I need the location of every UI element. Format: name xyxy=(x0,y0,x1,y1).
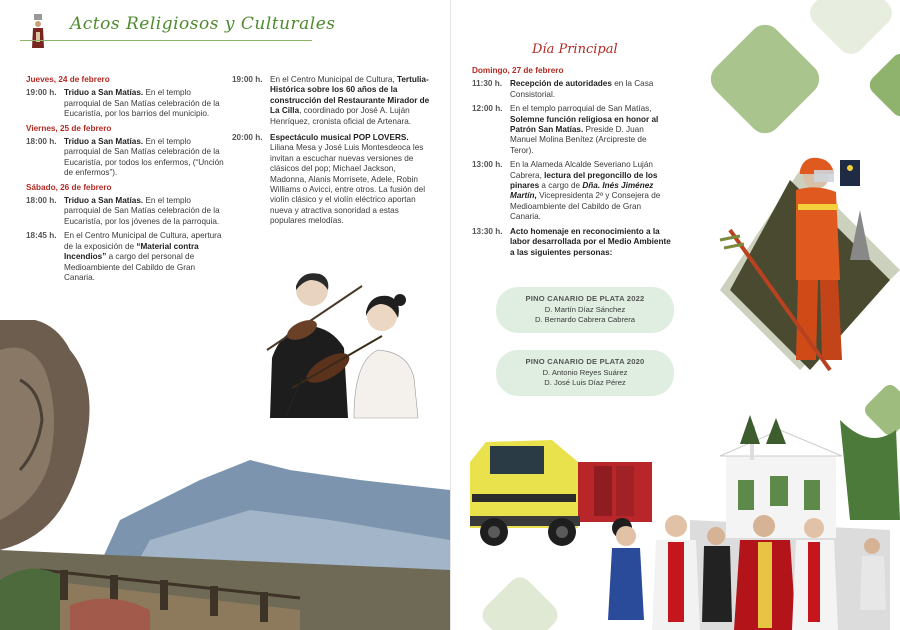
decorative-diamonds-top xyxy=(700,0,900,140)
schedule-column-1 xyxy=(26,75,226,287)
event-desc xyxy=(510,160,672,222)
title-rule xyxy=(20,40,312,41)
event-entry xyxy=(26,137,226,179)
forest-worker-illustration xyxy=(700,140,900,400)
event-text: Liliana Mesa y José Luis Montesdeoca les invitan a escuchar nuevas versiones de clásicos del pop; Michael Jackson, Madonna, Alanis Morrisete, Adele, Robin Williams o Avicci, entre otros. La fusión del violín clásico y el violín eléctrico aportan nueva y atractiva sonoridad a estas populares melodías. xyxy=(270,143,426,226)
event-time: 12:00 h. xyxy=(472,104,503,114)
event-text: Preside D. Juan Manuel Molina Benítez (Arcipreste de Teror). xyxy=(510,125,647,155)
event-desc xyxy=(64,196,226,227)
event-highlight: Espectáculo musical POP LOVERS. xyxy=(270,133,409,143)
day-heading: Viernes, 25 de febrero xyxy=(26,123,112,133)
event-text: Vicepresidenta 2ª y Consejera de Medioambiente del Cabildo de Gran Canaria. xyxy=(510,191,661,222)
event-desc xyxy=(64,137,226,179)
event-text: En la Alameda Alcalde Severiano Luján Cabrera, xyxy=(510,160,653,180)
event-text: En el templo parroquial de San Matías celebración de la Eucaristía, por los jóvenes de la parroquia. xyxy=(64,196,220,226)
event-time: 18:45 h. xyxy=(26,231,57,241)
event-entry xyxy=(472,104,672,156)
event-highlight: Triduo a San Matías. xyxy=(64,137,144,147)
award-name: D. Bernardo Cabrera Cabrera xyxy=(534,315,636,324)
event-desc xyxy=(510,104,672,156)
event-desc xyxy=(64,88,226,119)
event-text: En el Centro Municipal de Cultura, xyxy=(270,75,397,84)
event-text: En el Centro Municipal de Cultura, apertura de la exposición de xyxy=(64,231,222,251)
event-highlight: lectura del pregoncillo de los pinares xyxy=(510,170,658,191)
event-entry xyxy=(472,79,672,100)
event-entry xyxy=(26,231,226,283)
event-entry xyxy=(232,133,432,227)
event-highlight: “Material contra Incendios” xyxy=(64,241,199,262)
event-entry xyxy=(232,75,432,127)
event-time: 11:30 h. xyxy=(472,79,503,89)
event-desc xyxy=(510,79,672,100)
page-title-left: Actos Religiosos y Culturales xyxy=(70,14,336,34)
award-title: PINO CANARIO DE PLATA 2020 xyxy=(525,357,645,366)
event-time: 19:00 h. xyxy=(26,88,57,98)
event-highlight: Triduo a San Matías. xyxy=(64,196,144,206)
event-time: 13:30 h. xyxy=(472,226,503,236)
event-highlight: Recepción de autoridades xyxy=(510,79,612,89)
award-name: D. Martín Díaz Sánchez xyxy=(544,304,626,314)
event-text: En el templo parroquial de San Matías, xyxy=(510,104,652,114)
event-desc xyxy=(510,227,672,258)
event-time: 18:00 h. xyxy=(26,196,57,206)
award-name: D. José Luis Díaz Pérez xyxy=(544,378,626,387)
event-entry xyxy=(26,88,226,119)
day-heading: Jueves, 24 de febrero xyxy=(26,75,110,84)
event-highlight: Solemne función religiosa en honor al Patrón San Matías. xyxy=(510,114,659,135)
award-box xyxy=(496,350,674,396)
event-text: a cargo de xyxy=(539,181,583,191)
event-time: 20:00 h. xyxy=(232,133,263,143)
event-time: 18:00 h. xyxy=(26,137,57,147)
event-highlight: Dña. Inés Jiménez Martín, xyxy=(510,181,654,201)
event-entry xyxy=(472,227,672,258)
day-heading: Sábado, 26 de febrero xyxy=(26,182,112,192)
event-entry xyxy=(472,160,672,222)
event-highlight: Tertulia-Histórica sobre los 60 años de la construcción del Restaurante Mirador de La Cilla xyxy=(270,75,430,116)
event-time: 13:00 h. xyxy=(472,160,503,170)
page-title-right: Día Principal xyxy=(532,42,618,57)
main-day-schedule xyxy=(472,66,672,262)
award-box xyxy=(496,287,674,333)
award-title: PINO CANARIO DE PLATA 2022 xyxy=(525,294,645,303)
procession-illustration xyxy=(600,410,900,630)
mountain-landscape-illustration xyxy=(0,320,450,630)
page-fold xyxy=(450,0,451,630)
event-text: en la Casa Consistorial. xyxy=(510,79,654,99)
event-entry xyxy=(26,196,226,227)
day-block xyxy=(26,124,226,179)
event-text: En el templo parroquial de San Matías celebración de la Eucaristía, por todos los enfermos, (“Unción de enfermos”). xyxy=(64,137,224,178)
event-highlight: Triduo a San Matías. xyxy=(64,88,144,98)
event-text: a cargo del personal de Medioambiente del Cabildo de Gran Canaria. xyxy=(64,252,196,282)
event-text: , coordinado por José A. Luján Henríquez, cronista oficial de Artenara. xyxy=(270,106,412,126)
event-highlight: Acto homenaje en reconocimiento a la labor desarrollada por el Medio Ambiente a las siguientes personas: xyxy=(510,226,671,257)
event-desc xyxy=(270,133,432,227)
award-name: D. Antonio Reyes Suárez xyxy=(542,367,628,377)
day-heading: Domingo, 27 de febrero xyxy=(472,66,564,75)
event-text: En el templo parroquial de San Matías celebración de la Eucaristía, por los barrios del municipio. xyxy=(64,88,220,119)
schedule-column-2 xyxy=(232,75,432,231)
event-desc xyxy=(270,75,432,127)
event-time: 19:00 h. xyxy=(232,75,263,84)
decorative-diamond-bottom xyxy=(470,575,560,630)
event-desc xyxy=(64,231,226,283)
day-block xyxy=(26,75,226,120)
saint-figure-icon xyxy=(30,14,46,52)
day-block xyxy=(26,183,226,284)
